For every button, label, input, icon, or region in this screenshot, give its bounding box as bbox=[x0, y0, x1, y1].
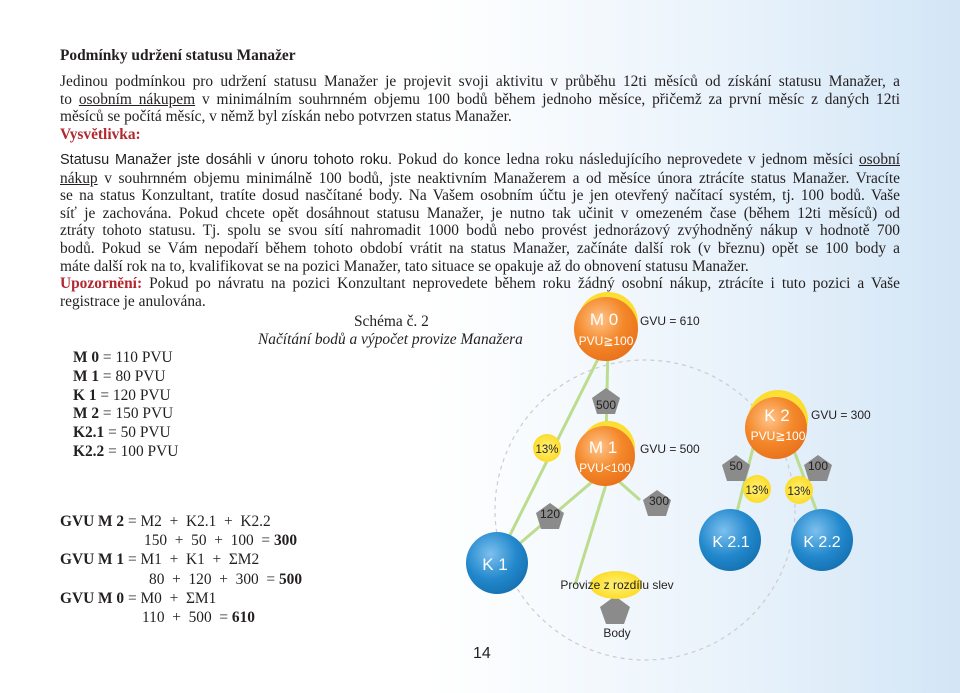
pvu-item: M 1 = 80 PVU bbox=[73, 367, 166, 385]
pct-m1-label: 13% bbox=[535, 444, 559, 456]
legend-pentagon bbox=[600, 596, 630, 624]
explanation-line: Statusu Manažer jste dosáhli v únoru tohoto roku. Pokud do konce ledna roku následujícího neprovedete v jednom měsíci osobní bbox=[60, 151, 900, 168]
pct-k22 bbox=[785, 476, 813, 504]
pvu-item: K2.2 = 100 PVU bbox=[73, 442, 179, 460]
pentagon-120-label: 120 bbox=[539, 507, 561, 521]
page-number: 14 bbox=[473, 645, 491, 662]
pct-k21-label: 13% bbox=[745, 485, 769, 497]
node-k1-name: K 1 bbox=[482, 555, 508, 574]
pvu-item: K 1 = 120 PVU bbox=[73, 386, 171, 404]
note-label: Vysvětlivka: bbox=[60, 126, 141, 143]
legend-provize-label: Provize z rozdílu slev bbox=[560, 578, 674, 592]
explanation-line: bodů. Pokud se Vám nepodaří během tohoto období vrátit na status Manažer, začínáte další rok (v březnu) opět se 100 body a bbox=[60, 239, 900, 257]
pentagon-500-label: 500 bbox=[595, 398, 617, 412]
intro-line: Jedinou podmínkou pro udržení statusu Manažer je projevit svoji aktivitu v průběhu 12ti měsíců od získání statusu Manažer, a bbox=[60, 73, 900, 90]
pentagon-100-label: 100 bbox=[807, 459, 829, 473]
gvu-m1-formula: GVU M 1 = M1 + K1 + ΣM2 bbox=[60, 551, 260, 569]
warning-line: registrace je anulována. bbox=[60, 292, 206, 310]
node-k21 bbox=[699, 509, 761, 571]
pentagon-50-label: 50 bbox=[729, 459, 743, 473]
node-m1-pvu: PVU<100 bbox=[579, 461, 631, 475]
node-m1 bbox=[575, 426, 635, 486]
node-k2-pvu: PVU≧100 bbox=[750, 429, 806, 443]
explanation-line: ztráty tohoto statusu. Tj. spolu se svou sítí nahromadit 1000 bodů nebo provést jednorázový zvýhodněný nákup v hodnotě 700 bbox=[60, 222, 900, 240]
pvu-item: K2.1 = 50 PVU bbox=[73, 424, 171, 442]
explanation-line: se na status Konzultant, tratíte dosud nasčítané body. Na Vašem osobním účtu je jen otevřený načítací systém, tj. 100 bodů. Vaše bbox=[60, 187, 900, 205]
gvu-m2-formula: GVU M 2 = M2 + K2.1 + K2.2 bbox=[60, 513, 271, 530]
pct-k22-label: 13% bbox=[787, 486, 811, 498]
intro-line: měsíců se počítá měsíc, v němž byl získán nebo potvrzen status Manažer. bbox=[60, 108, 512, 126]
node-k2-name: K 2 bbox=[764, 406, 790, 425]
warning-line: Upozornění: Pokud po návratu na pozici Konzultant neprovedete během roku žádný osobní nákup, ztrácíte i tuto pozici a Vaše bbox=[60, 275, 900, 293]
schema-title: Schéma č. 2 bbox=[354, 313, 429, 330]
pct-m1 bbox=[533, 434, 561, 462]
personal-purchase-link: osobním nákupem bbox=[78, 90, 196, 108]
node-k22-name: K 2.2 bbox=[803, 534, 841, 551]
node-k2 bbox=[745, 397, 807, 459]
gvu-m2-values: 150 + 50 + 100 = 300 bbox=[144, 532, 298, 550]
node-m0-gvu: GVU = 610 bbox=[640, 314, 700, 328]
explanation-line: máte další rok na to, kvalifikovat se na pozici Manažer, tato situace se opakuje až do obnovení statusu Manažer. bbox=[60, 257, 749, 275]
pct-k21 bbox=[743, 475, 771, 503]
pvu-item: M 2 = 150 PVU bbox=[73, 405, 174, 423]
gvu-m1-values: 80 + 120 + 300 = 500 bbox=[149, 570, 303, 588]
intro-line: to osobním nákupem v minimálním souhrnném objemu 100 bodů během jednoho měsíce, přičemž za první měsíc z daných 12ti bbox=[60, 90, 901, 108]
page-heading: Podmínky udržení statusu Manažer bbox=[60, 47, 296, 64]
pentagon-300-label: 300 bbox=[648, 494, 670, 508]
node-m1-name: M 1 bbox=[588, 438, 618, 457]
node-k2-gvu: GVU = 300 bbox=[811, 408, 871, 422]
gvu-m0-values: 110 + 500 = 610 bbox=[142, 609, 255, 627]
explanation-line: síť je zachována. Pokud chcete opět dosáhnout statusu Manažer, je nutno tak učinit v omezeném čase (během 12ti měsíců) od bbox=[60, 204, 900, 222]
legend-body-label: Body bbox=[603, 626, 631, 640]
node-k22 bbox=[791, 509, 853, 571]
node-m0 bbox=[574, 297, 638, 361]
warning-label: Upozornění: bbox=[60, 275, 143, 293]
pvu-item: M 0 = 110 PVU bbox=[73, 349, 173, 366]
schema-subtitle: Načítání bodů a výpočet provize Manažera bbox=[258, 331, 523, 348]
connection-lines bbox=[505, 345, 820, 585]
explanation-line: nákup v souhrnném objemu minimálně 100 bodů, jste neaktivním Manažerem a od měsíce února ztrácíte status Manažer. Vracíte bbox=[60, 169, 900, 187]
node-k1 bbox=[466, 532, 528, 594]
node-m0-name: M 0 bbox=[589, 310, 619, 329]
gvu-m0-formula: GVU M 0 = M0 + ΣM1 bbox=[60, 589, 217, 607]
node-m1-gvu: GVU = 500 bbox=[640, 442, 700, 456]
node-k21-name: K 2.1 bbox=[712, 534, 750, 551]
node-m0-pvu: PVU≧100 bbox=[578, 334, 634, 348]
